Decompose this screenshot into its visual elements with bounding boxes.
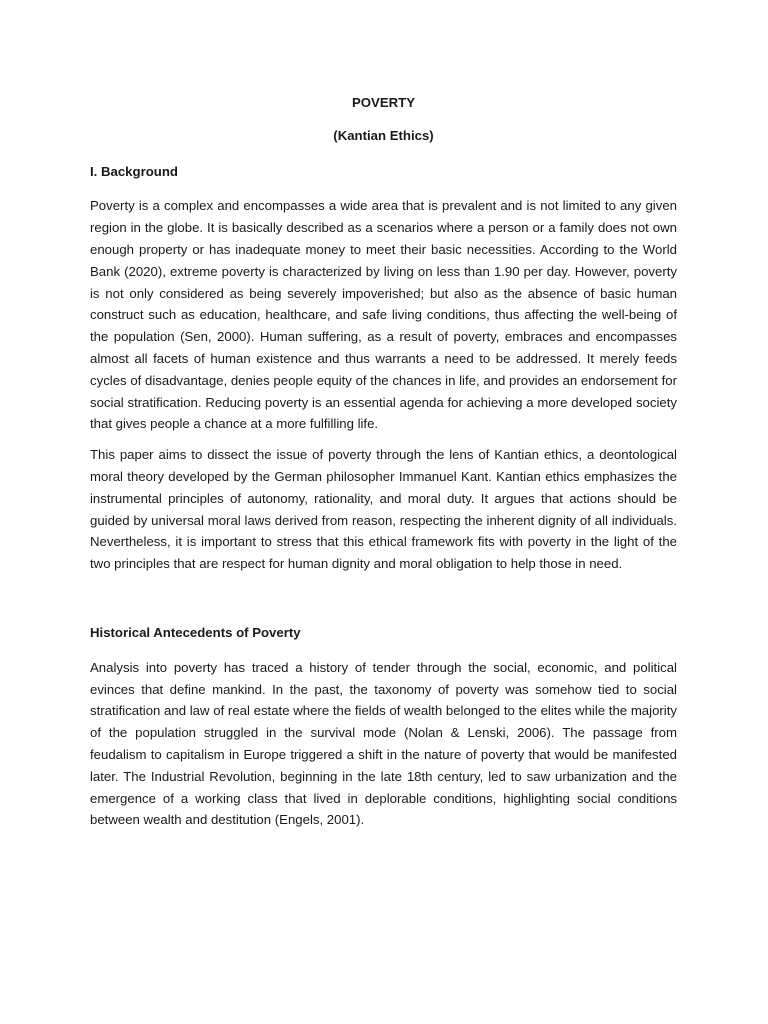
- document-body: [90, 92, 677, 840]
- section-spacer: [90, 584, 677, 622]
- section-heading-background: I. Background: [90, 163, 178, 179]
- section-heading-historical-antecedents: Historical Antecedents of Poverty: [90, 624, 301, 640]
- paragraph: Poverty is a complex and encompasses a wide area that is prevalent and is not limited to any given region in the globe. It is basically described as a scenarios where a person or a family does not own enough property or has inadequate money to meet their basic necessities. According to the World Bank (2020), extreme poverty is characterized by living on less than 1.90 per day. However, poverty is not only considered as being severely impoverished; but also as the absence of basic human construct such as education, healthcare, and safe living conditions, thus affecting the well-being of the population (Sen, 2000). Human suffering, as a result of poverty, embraces and encompasses almost all facets of human existence and thus warrants a need to be addressed. It merely feeds cycles of disadvantage, denies people equity of the chances in life, and provides an endorsement for social stratification. Reducing poverty is an essential agenda for achieving a more developed society that gives people a chance at a more fulfilling life.: [90, 198, 677, 432]
- document-subtitle: (Kantian Ethics): [333, 127, 434, 143]
- document-title: POVERTY: [351, 95, 416, 110]
- paragraph: Analysis into poverty has traced a history of tender through the social, economic, and political evinces that define mankind. In the past, the taxonomy of poverty was somehow tied to social stratification and law of real estate where the fields of wealth belonged to the elites while the majority of the population struggled in the survival mode (Nolan & Lenski, 2006). The passage from feudalism to capitalism in Europe triggered a shift in the nature of poverty that would be manifested later. The Industrial Revolution, beginning in the late 18th century, led to saw urbanization and the emergence of a working class that lived in deplorable conditions, highlighting social conditions between wealth and destitution (Engels, 2001).: [90, 659, 677, 828]
- paragraph: This paper aims to dissect the issue of poverty through the lens of Kantian ethics, a deontological moral theory developed by the German philosopher Immanuel Kant. Kantian ethics emphasizes the instrumental principles of autonomy, rationality, and moral duty. It argues that actions should be guided by universal moral laws derived from reason, respecting the inherent dignity of all individuals. Nevertheless, it is important to stress that this ethical framework fits with poverty in the light of the two principles that are respect for human dignity and moral obligation to help those in need.: [90, 447, 677, 572]
